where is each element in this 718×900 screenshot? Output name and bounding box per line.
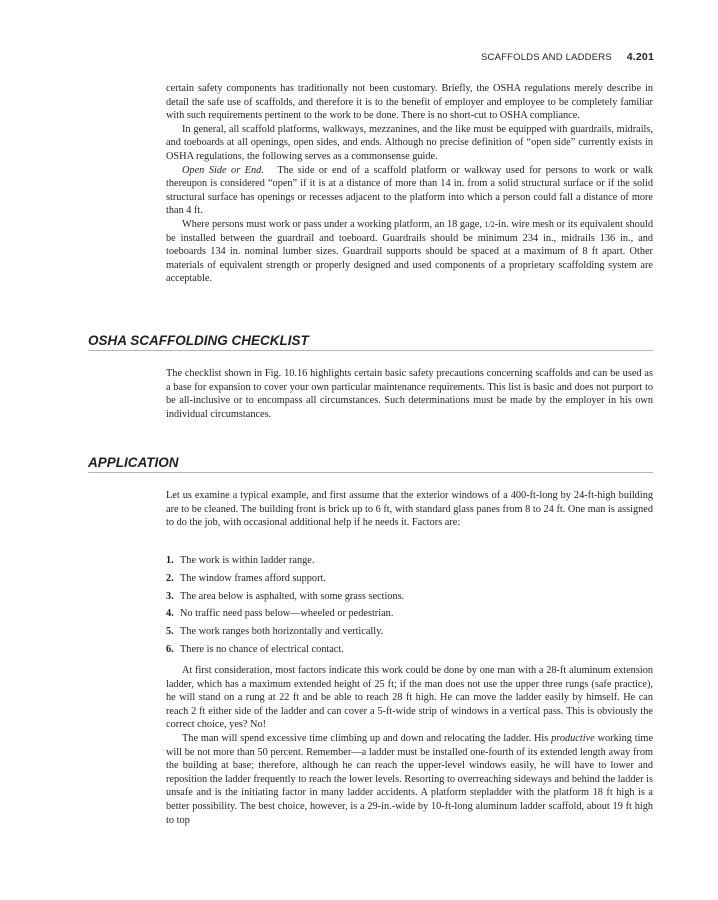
definition-text: The side or end of a scaffold platform or walkway used for persons to work or walk thereupon is considered “open” if it is at a distance of more than 14 in. from a solid structural surface or if the solid structural surface has openings or recesses adjacent to the platform into which a person could fall a distance of more than 4 ft. [166,164,653,217]
productivity-text-end: working time will be not more than 50 percent. Remember—a ladder must be installed one-fourth of its extended length away from the building at base; therefore, although he can reach the upper-level windows easily, he will have to lower and reposition the ladder frequently to reach the lower levels. Resorting to overreaching sideways and behind the ladder is unsafe and is the initiating factor in many ladder accidents. A platform stepladder with the platform 18 ft high is a better possibility. The best choice, however, is a 29-in.-wide by 10-ft-long aluminum ladder scaffold, about 19 ft high to top [166,732,654,826]
factors-list [166,554,653,657]
application-paragraph-1: Let us examine a typical example, and first assume that the exterior windows of a 400-ft-long by 24-ft-high building are to be cleaned. The building front is brick up to 6 ft, with standard glass panes from 8 to 24 ft. One man is assigned to do the job, with occasional additional help if he needs it. Factors are: [166,490,653,529]
page-number: 4.201 [626,51,654,63]
list-item-number: 6. [166,643,174,655]
list-item-text: The area below is asphalted, with some grass sections. [180,590,405,602]
running-header-title: SCAFFOLDS AND LADDERS [480,52,612,63]
checklist-paragraph: The checklist shown in Fig. 10.16 highlights certain basic safety precautions concerning scaffolds and can be used as a base for expansion to cover your own particular maintenance requirements. This list is basic and does not purport to be all-inclusive or to encompass all circumstances. Such determinations must be made by the employer in his own individual circumstances. [166,368,653,420]
intro-paragraph-1: certain safety components has traditionally not been customary. Briefly, the OSHA regulations merely describe in detail the safe use of scaffolds, and therefore it is to the benefit of employer and employee to be completely familiar with such requirements pertinent to the work to be done. There is no short-cut to OSHA compliance. [166,83,653,122]
list-item [166,554,653,568]
list-item [166,572,653,586]
list-item-text: There is no chance of electrical contact. [180,643,344,655]
section-heading-application: APPLICATION [88,455,653,473]
mesh-text-start: Where persons must work or pass under a working platform, an 18 gage, [182,218,482,230]
open-side-definition [166,164,653,218]
list-item-text: No traffic need pass below—wheeled or pedestrian. [180,608,394,620]
list-item [166,625,653,639]
list-item [166,643,653,657]
application-paragraph-2: At first consideration, most factors indicate this work could be done by one man with a 28-ft aluminum extension ladder, which has a maximum extended height of 25 ft; if the man does not use the upper three rungs (safe practice), he will stand on a rung at 22 ft and be able to reach 28 ft high. He can move the ladder easily by himself. He can reach 2 ft either side of the ladder and can cover a 5-ft-wide strip of windows in a vertical pass. This is obviously the correct choice, yes? No! [166,665,653,731]
list-item-number: 1. [166,555,174,566]
list-item-number: 2. [166,572,174,584]
factors-list-block [166,554,653,661]
running-header [481,51,654,63]
application-text-block [166,489,653,530]
intro-paragraph-4 [166,218,653,286]
mesh-text-end: -in. wire mesh or its equivalent should be installed between the guardrail and toeboard. Guardrails should be minimum 234 in., midrails 136 in., and toeboards 134 in. nominal lumber sizes. Guardrail supports should be spaced at a maximum of 8 ft apart. Other materials of equivalent strength or properly designed and used components of a proprietary scaffolding system are acceptable. [166,218,653,285]
list-item-text: The work is within ladder range. [180,555,315,566]
intro-paragraph-2: In general, all scaffold platforms, walkways, mezzanines, and the like must be equipped with guardrails, midrails, and toeboards at all openings, open sides, and ends. Although no precise definition of “open side” currently exists in OSHA regulations, the following serves as a commonsense guide. [166,123,653,162]
application-discussion-block [166,664,653,827]
checklist-text-block [166,367,653,421]
section-heading-checklist: OSHA SCAFFOLDING CHECKLIST [88,333,653,351]
definition-term: Open Side or End. [182,164,264,176]
list-item-text: The window frames afford support. [180,572,326,584]
list-item-text: The work ranges both horizontally and vertically. [180,626,384,638]
productivity-text-start: The man will spend excessive time climbing up and down and relocating the ladder. His [182,732,549,744]
list-item [166,590,653,604]
list-item-number: 4. [166,608,174,620]
list-item-number: 5. [166,626,174,638]
application-paragraph-3 [166,732,653,827]
fraction-half: 1/2 [484,219,495,229]
intro-text-block [166,82,653,286]
list-item-number: 3. [166,590,174,602]
emphasis-productive: productive [551,732,595,744]
list-item [166,607,653,621]
